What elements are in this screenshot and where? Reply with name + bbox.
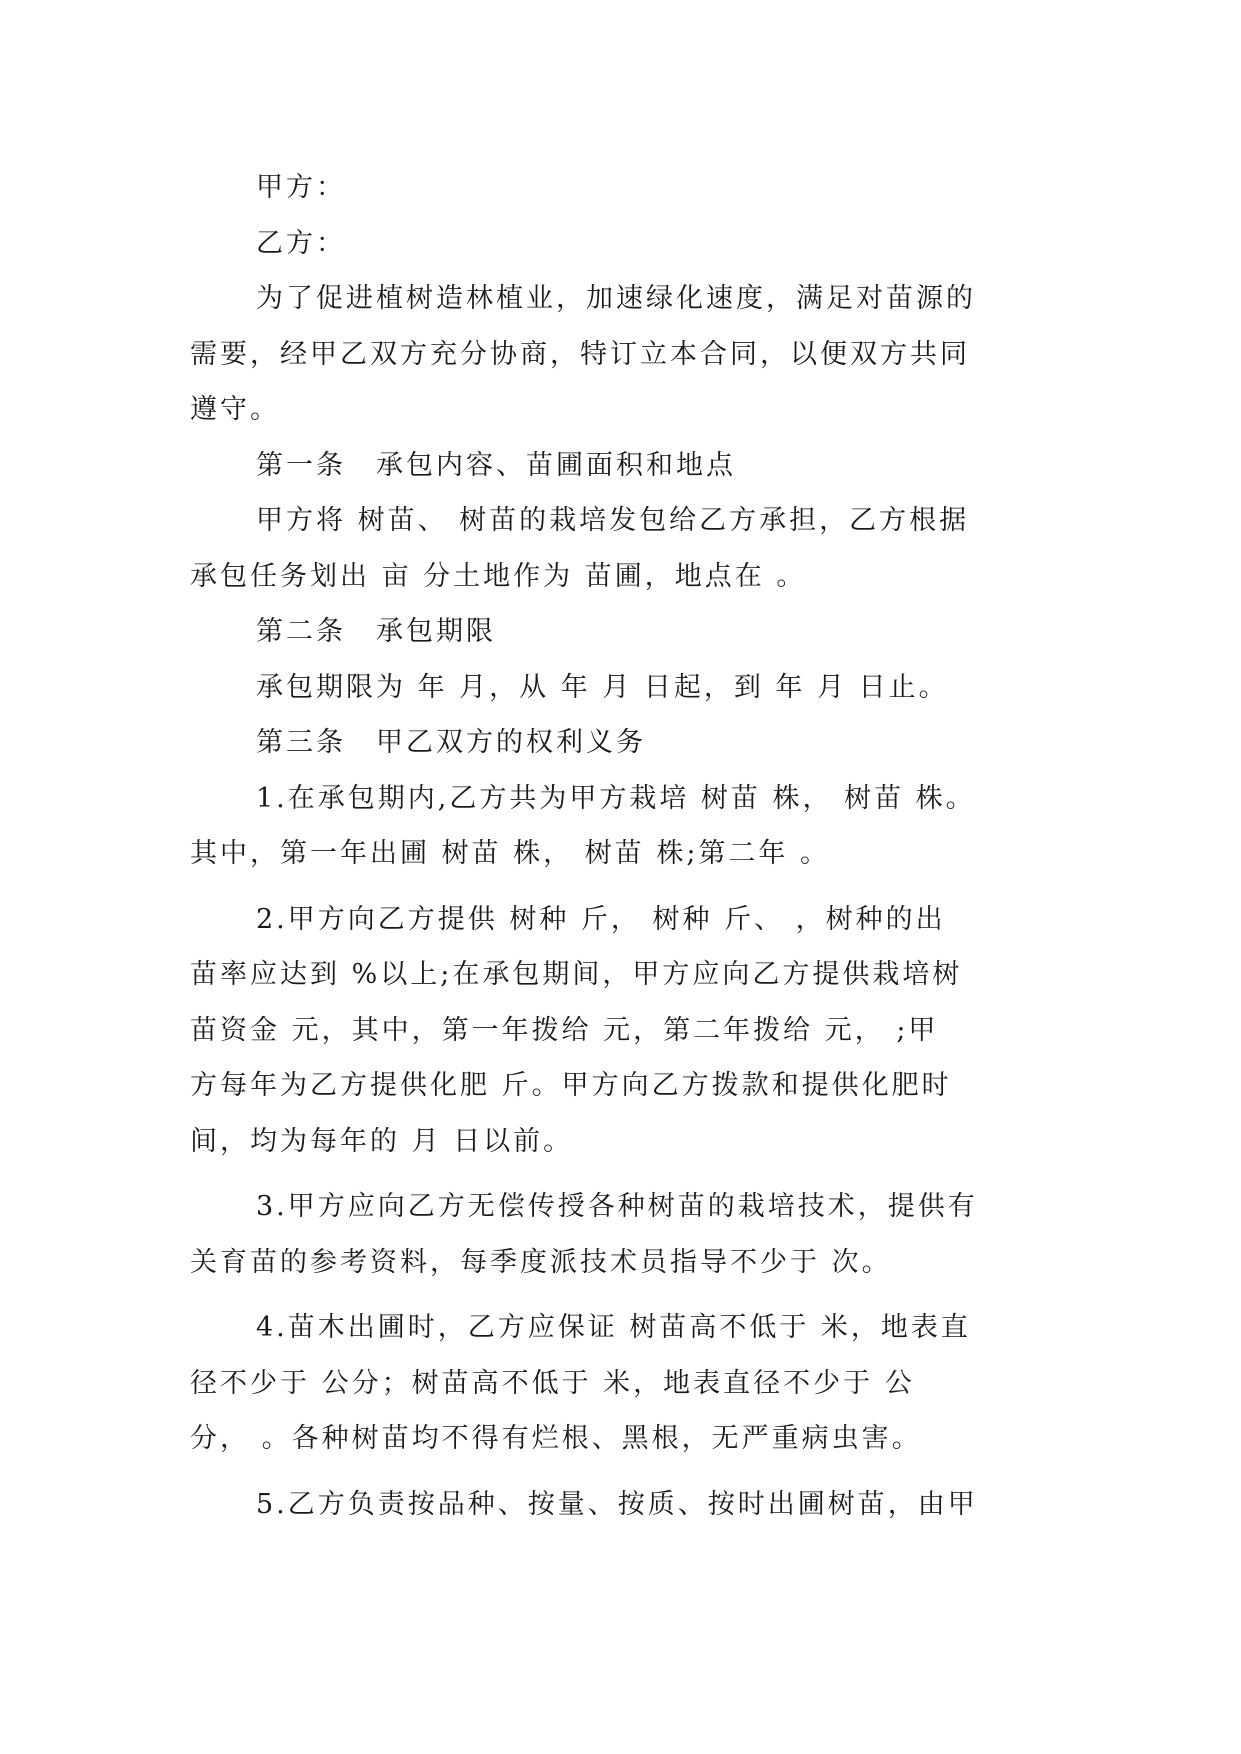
contract-body bbox=[190, 160, 1050, 1532]
paragraph-gap bbox=[190, 1169, 1050, 1179]
text-line: 4.苗木出圃时，乙方应保证 树苗高不低于 米，地表直 bbox=[256, 1312, 971, 1343]
text-line: 其中，第一年出圃 树苗 株， 树苗 株;第二年 。 bbox=[190, 838, 831, 869]
text-line: 关育苗的参考资料，每季度派技术员指导不少于 次。 bbox=[190, 1246, 892, 1278]
text-line: 甲方： bbox=[256, 172, 346, 203]
paragraph-gap bbox=[190, 882, 1050, 892]
paragraph-gap bbox=[190, 1467, 1050, 1477]
text-line: 第一条 承包内容、苗圃面积和地点 bbox=[256, 449, 736, 481]
text-line: 第二条 承包期限 bbox=[256, 616, 496, 647]
text-line: 间，均为每年的 月 日以前。 bbox=[190, 1125, 574, 1157]
text-line: 5.乙方负责按品种、按量、按质、按时出圃树苗，由甲 bbox=[256, 1488, 978, 1520]
text-line: 径不少于 公分；树苗高不低于 米，地表直径不少于 公 bbox=[190, 1367, 915, 1399]
text-line: 分， 。各种树苗均不得有烂根、黑根，无严重病虫害。 bbox=[190, 1423, 922, 1454]
text-line: 承包任务划出 亩 分土地作为 苗圃，地点在 。 bbox=[190, 560, 807, 592]
text-line: 承包期限为 年 月，从 年 月 日起，到 年 月 日止。 bbox=[256, 671, 949, 703]
text-line: 方每年为乙方提供化肥 斤。甲方向乙方拨款和提供化肥时 bbox=[190, 1070, 952, 1101]
text-line: 苗率应达到 %以上;在承包期间，甲方应向乙方提供栽培树 bbox=[190, 959, 963, 990]
text-line: 遵守。 bbox=[190, 394, 280, 425]
text-line: 2.甲方向乙方提供 树种 斤， 树种 斤、 ，树种的出 bbox=[256, 903, 946, 935]
text-line: 苗资金 元，其中，第一年拨给 元，第二年拨给 元， ;甲 bbox=[190, 1014, 939, 1046]
text-line: 为了促进植树造林植业，加速绿化速度，满足对苗源的 bbox=[256, 283, 976, 314]
text-line: 第三条 甲乙双方的权利义务 bbox=[256, 727, 646, 758]
text-line: 3.甲方应向乙方无偿传授各种树苗的栽培技术，提供有 bbox=[256, 1191, 978, 1222]
text-line: 1.在承包期内,乙方共为甲方栽培 树苗 株， 树苗 株。 bbox=[256, 782, 976, 814]
text-line: 需要，经甲乙双方充分协商，特订立本合同，以便双方共同 bbox=[190, 338, 970, 370]
text-line: 乙方： bbox=[256, 227, 346, 259]
text-line: 甲方将 树苗、 树苗的栽培发包给乙方承担，乙方根据 bbox=[256, 505, 970, 536]
paragraph-gap bbox=[190, 1290, 1050, 1300]
